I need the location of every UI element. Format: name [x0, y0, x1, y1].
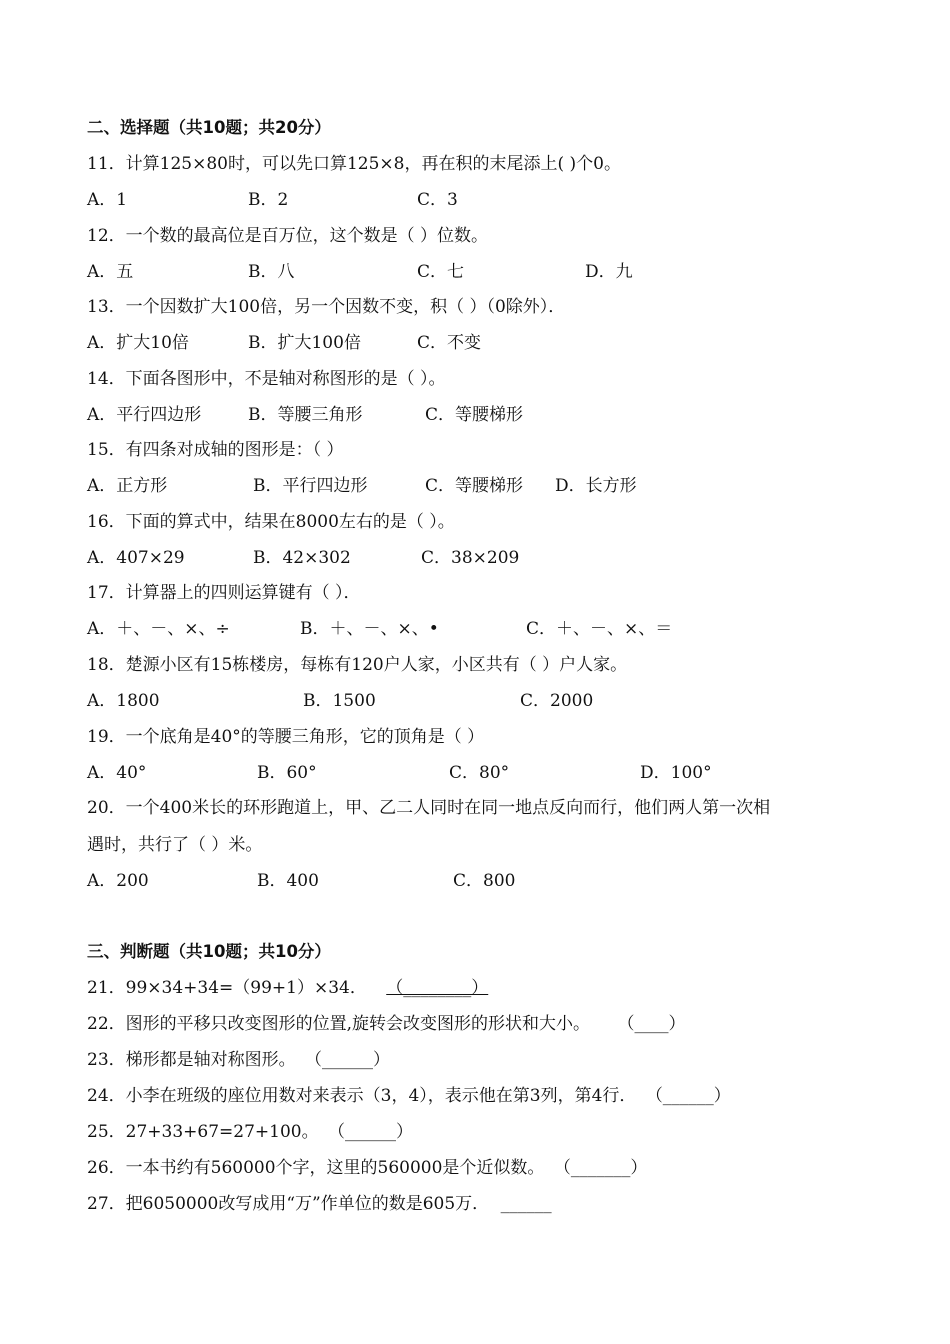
question-26-text: 26．一本书约有560000个字，这里的560000是个近似数。: [87, 1158, 545, 1178]
question-24-answer-blank[interactable]: （______）: [645, 1086, 731, 1106]
question-14-option-c: C．等腰梯形: [425, 405, 524, 425]
question-25: [87, 1121, 413, 1143]
question-19-option-b: B．60°: [257, 763, 317, 783]
section-3-title: 三、判断题（共10题；共10分）: [87, 942, 331, 961]
question-26: [87, 1157, 647, 1179]
question-21: [87, 977, 488, 999]
question-19-option-a: A．40°: [87, 763, 147, 783]
question-26-answer-blank[interactable]: （_______）: [553, 1158, 648, 1178]
question-12-option-b: B．八: [248, 262, 295, 282]
question-21-answer-blank[interactable]: （________）: [386, 978, 489, 998]
question-12-option-c: C．七: [417, 262, 465, 282]
question-13-stem: 13．一个因数扩大100倍，另一个因数不变，积（ ）（0除外）．: [87, 297, 566, 317]
question-14-option-b: B．等腰三角形: [248, 405, 363, 425]
question-20-option-b: B．400: [257, 871, 319, 891]
question-23-answer-blank[interactable]: （______）: [305, 1050, 391, 1070]
question-14-stem: 14．下面各图形中，不是轴对称图形的是（ ）。: [87, 369, 446, 389]
question-20-stem-continued: 遇时，共行了（ ）米。: [87, 835, 263, 855]
question-27: [87, 1193, 552, 1215]
question-16-option-b: B．42×302: [253, 548, 351, 568]
question-20-stem: 20．一个400米长的环形跑道上，甲、乙二人同时在同一地点反向而行，他们两人第一次相: [87, 798, 771, 818]
question-18-option-a: A．1800: [87, 691, 160, 711]
question-25-answer-blank[interactable]: （______）: [328, 1122, 413, 1142]
question-18-option-b: B．1500: [303, 691, 376, 711]
question-12-stem: 12．一个数的最高位是百万位，这个数是（ ）位数。: [87, 226, 489, 246]
question-15-option-a: A．正方形: [87, 476, 168, 496]
question-13-option-a: A．扩大10倍: [87, 333, 189, 353]
question-22: [87, 1013, 685, 1035]
question-23-text: 23．梯形都是轴对称图形。: [87, 1050, 296, 1070]
question-11-option-b: B．2: [248, 190, 289, 210]
question-16-stem: 16．下面的算式中，结果在8000左右的是（ ）。: [87, 512, 455, 532]
question-18-stem: 18．楚源小区有15栋楼房，每栋有120户人家，小区共有（ ）户人家。: [87, 655, 628, 675]
question-22-answer-blank[interactable]: （____）: [617, 1014, 686, 1034]
question-19-option-c: C．80°: [449, 763, 510, 783]
question-24: [87, 1085, 731, 1107]
question-23: [87, 1049, 390, 1071]
question-24-text: 24．小李在班级的座位用数对来表示（3，4），表示他在第3列，第4行．: [87, 1086, 637, 1106]
question-25-text: 25．27+33+67=27+100。: [87, 1122, 319, 1142]
question-15-option-c: C．等腰梯形: [425, 476, 524, 496]
question-13-option-c: C．不变: [417, 333, 482, 353]
question-11-stem: 11．计算125×80时，可以先口算125×8，再在积的末尾添上( )个0。: [87, 154, 621, 174]
question-16-option-c: C．38×209: [421, 548, 520, 568]
question-19-option-d: D．100°: [640, 763, 712, 783]
question-27-answer-blank[interactable]: ______: [500, 1194, 552, 1214]
question-22-text: 22．图形的平移只改变图形的位置,旋转会改变图形的形状和大小。: [87, 1014, 591, 1034]
question-17-option-a: A．＋、－、×、÷: [87, 619, 230, 639]
section-2-title: 二、选择题（共10题；共20分）: [87, 118, 331, 137]
question-11-option-a: A．1: [87, 190, 128, 210]
question-19-stem: 19．一个底角是40°的等腰三角形，它的顶角是（ ）: [87, 727, 485, 747]
question-15-option-d: D．长方形: [555, 476, 637, 496]
question-17-stem: 17．计算器上的四则运算键有（ ）．: [87, 583, 361, 603]
question-16-option-a: A．407×29: [87, 548, 185, 568]
question-21-text: 21．99×34+34=（99+1）×34．: [87, 978, 367, 998]
question-11-option-c: C．3: [417, 190, 458, 210]
question-14-option-a: A．平行四边形: [87, 405, 202, 425]
question-13-option-b: B．扩大100倍: [248, 333, 361, 353]
question-18-option-c: C．2000: [520, 691, 594, 711]
question-15-option-b: B．平行四边形: [253, 476, 368, 496]
question-27-text: 27．把6050000改写成用“万”作单位的数是605万．: [87, 1194, 490, 1214]
question-17-option-c: C．＋、－、×、＝: [526, 619, 673, 639]
question-12-option-d: D．九: [585, 262, 633, 282]
question-17-option-b: B．＋、－、×、•: [300, 619, 439, 639]
question-15-stem: 15．有四条对成轴的图形是：（ ）: [87, 440, 344, 460]
question-20-option-a: A．200: [87, 871, 149, 891]
question-12-option-a: A．五: [87, 262, 134, 282]
question-20-option-c: C．800: [453, 871, 516, 891]
